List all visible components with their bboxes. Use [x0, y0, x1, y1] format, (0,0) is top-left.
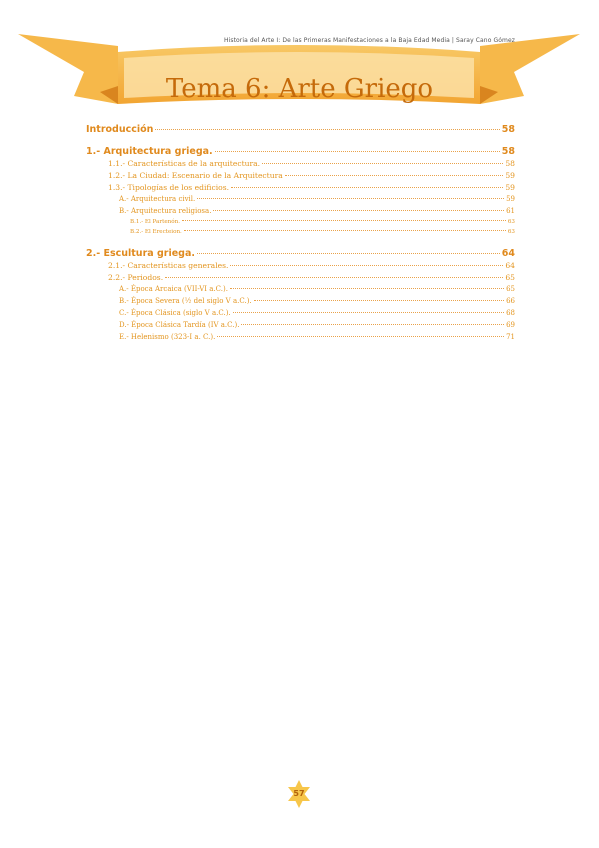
table-of-contents [86, 124, 515, 345]
toc-entry-helenismo[interactable] [86, 333, 515, 345]
leader-dots [184, 230, 506, 231]
toc-entry-epoca-severa[interactable] [86, 297, 515, 309]
toc-entry-arquitectura[interactable] [86, 146, 515, 159]
toc-page: 64 [501, 248, 515, 259]
running-header: Historia del Arte I: De las Primeras Manifestaciones a la Baja Edad Media | Saray Cano Gómez [223, 37, 515, 44]
toc-label: E.- Helenismo (323-I a. C.). [119, 333, 216, 341]
leader-dots [213, 210, 504, 211]
leader-dots [215, 151, 500, 152]
toc-label: Introducción [86, 124, 154, 135]
toc-page: 63 [507, 229, 515, 235]
toc-entry-caracteristicas-arquitectura[interactable] [86, 159, 515, 171]
toc-page: 59 [505, 171, 515, 180]
leader-dots [197, 198, 504, 199]
page-title: Tema 6: Arte Griego [165, 74, 434, 104]
toc-label: 1.2.- La Ciudad: Escenario de la Arquitectura [108, 171, 283, 180]
toc-label: B.- Época Severa (½ del siglo V a.C.). [119, 297, 252, 305]
leader-dots [165, 277, 503, 278]
toc-page: 64 [505, 261, 515, 270]
leader-dots [230, 288, 504, 289]
toc-entry-epoca-clasica[interactable] [86, 309, 515, 321]
toc-page: 59 [505, 183, 515, 192]
toc-page: 58 [501, 124, 515, 135]
toc-label: 2.- Escultura griega. [86, 248, 195, 259]
toc-label: 1.3.- Tipologías de los edificios. [108, 183, 230, 192]
toc-page: 69 [506, 321, 515, 329]
title-banner [0, 0, 599, 130]
toc-label: D.- Época Clásica Tardía (IV a.C.). [119, 321, 240, 329]
leader-dots [231, 187, 503, 188]
leader-dots [254, 300, 504, 301]
toc-label: 2.1.- Características generales. [108, 261, 229, 270]
toc-entry-arquitectura-religiosa[interactable] [86, 207, 515, 219]
toc-page: 58 [501, 146, 515, 157]
leader-dots [230, 265, 503, 266]
toc-entry-tipologias[interactable] [86, 183, 515, 195]
toc-label: C.- Época Clásica (siglo V a.C.). [119, 309, 231, 317]
toc-label: A.- Arquitectura civil. [119, 195, 196, 203]
toc-page: 65 [505, 273, 515, 282]
toc-label: B.- Arquitectura religiosa. [119, 207, 212, 215]
toc-page: 65 [506, 285, 515, 293]
toc-entry-erecteion[interactable] [86, 229, 515, 239]
toc-entry-escultura[interactable] [86, 248, 515, 261]
toc-label: A.- Época Arcaica (VII-VI a.C.). [119, 285, 228, 293]
leader-dots [197, 253, 500, 254]
toc-entry-introduccion[interactable] [86, 124, 515, 137]
leader-dots [241, 324, 504, 325]
toc-entry-epoca-arcaica[interactable] [86, 285, 515, 297]
toc-entry-caracteristicas-generales[interactable] [86, 261, 515, 273]
leader-dots [262, 163, 503, 164]
toc-entry-epoca-clasica-tardia[interactable] [86, 321, 515, 333]
toc-page: 68 [506, 309, 515, 317]
toc-label: 1.1.- Características de la arquitectura. [108, 159, 261, 168]
toc-label: B.2.- El Erecteion. [130, 229, 182, 235]
toc-page: 71 [506, 333, 515, 341]
leader-dots [233, 312, 504, 313]
leader-dots [155, 129, 499, 130]
toc-label: 1.- Arquitectura griega. [86, 146, 213, 157]
toc-page: 66 [506, 297, 515, 305]
toc-page: 61 [506, 207, 515, 215]
leader-dots [217, 336, 504, 337]
toc-entry-la-ciudad[interactable] [86, 171, 515, 183]
toc-entry-partenon[interactable] [86, 219, 515, 229]
toc-label: B.1.- El Partenón. [130, 219, 180, 225]
toc-page: 63 [507, 219, 515, 225]
leader-dots [285, 175, 504, 176]
leader-dots [182, 220, 506, 221]
toc-label: 2.2.- Periodos. [108, 273, 164, 282]
toc-page: 59 [506, 195, 515, 203]
page-number: 57 [293, 789, 305, 798]
toc-entry-periodos[interactable] [86, 273, 515, 285]
toc-entry-arquitectura-civil[interactable] [86, 195, 515, 207]
toc-page: 58 [505, 159, 515, 168]
